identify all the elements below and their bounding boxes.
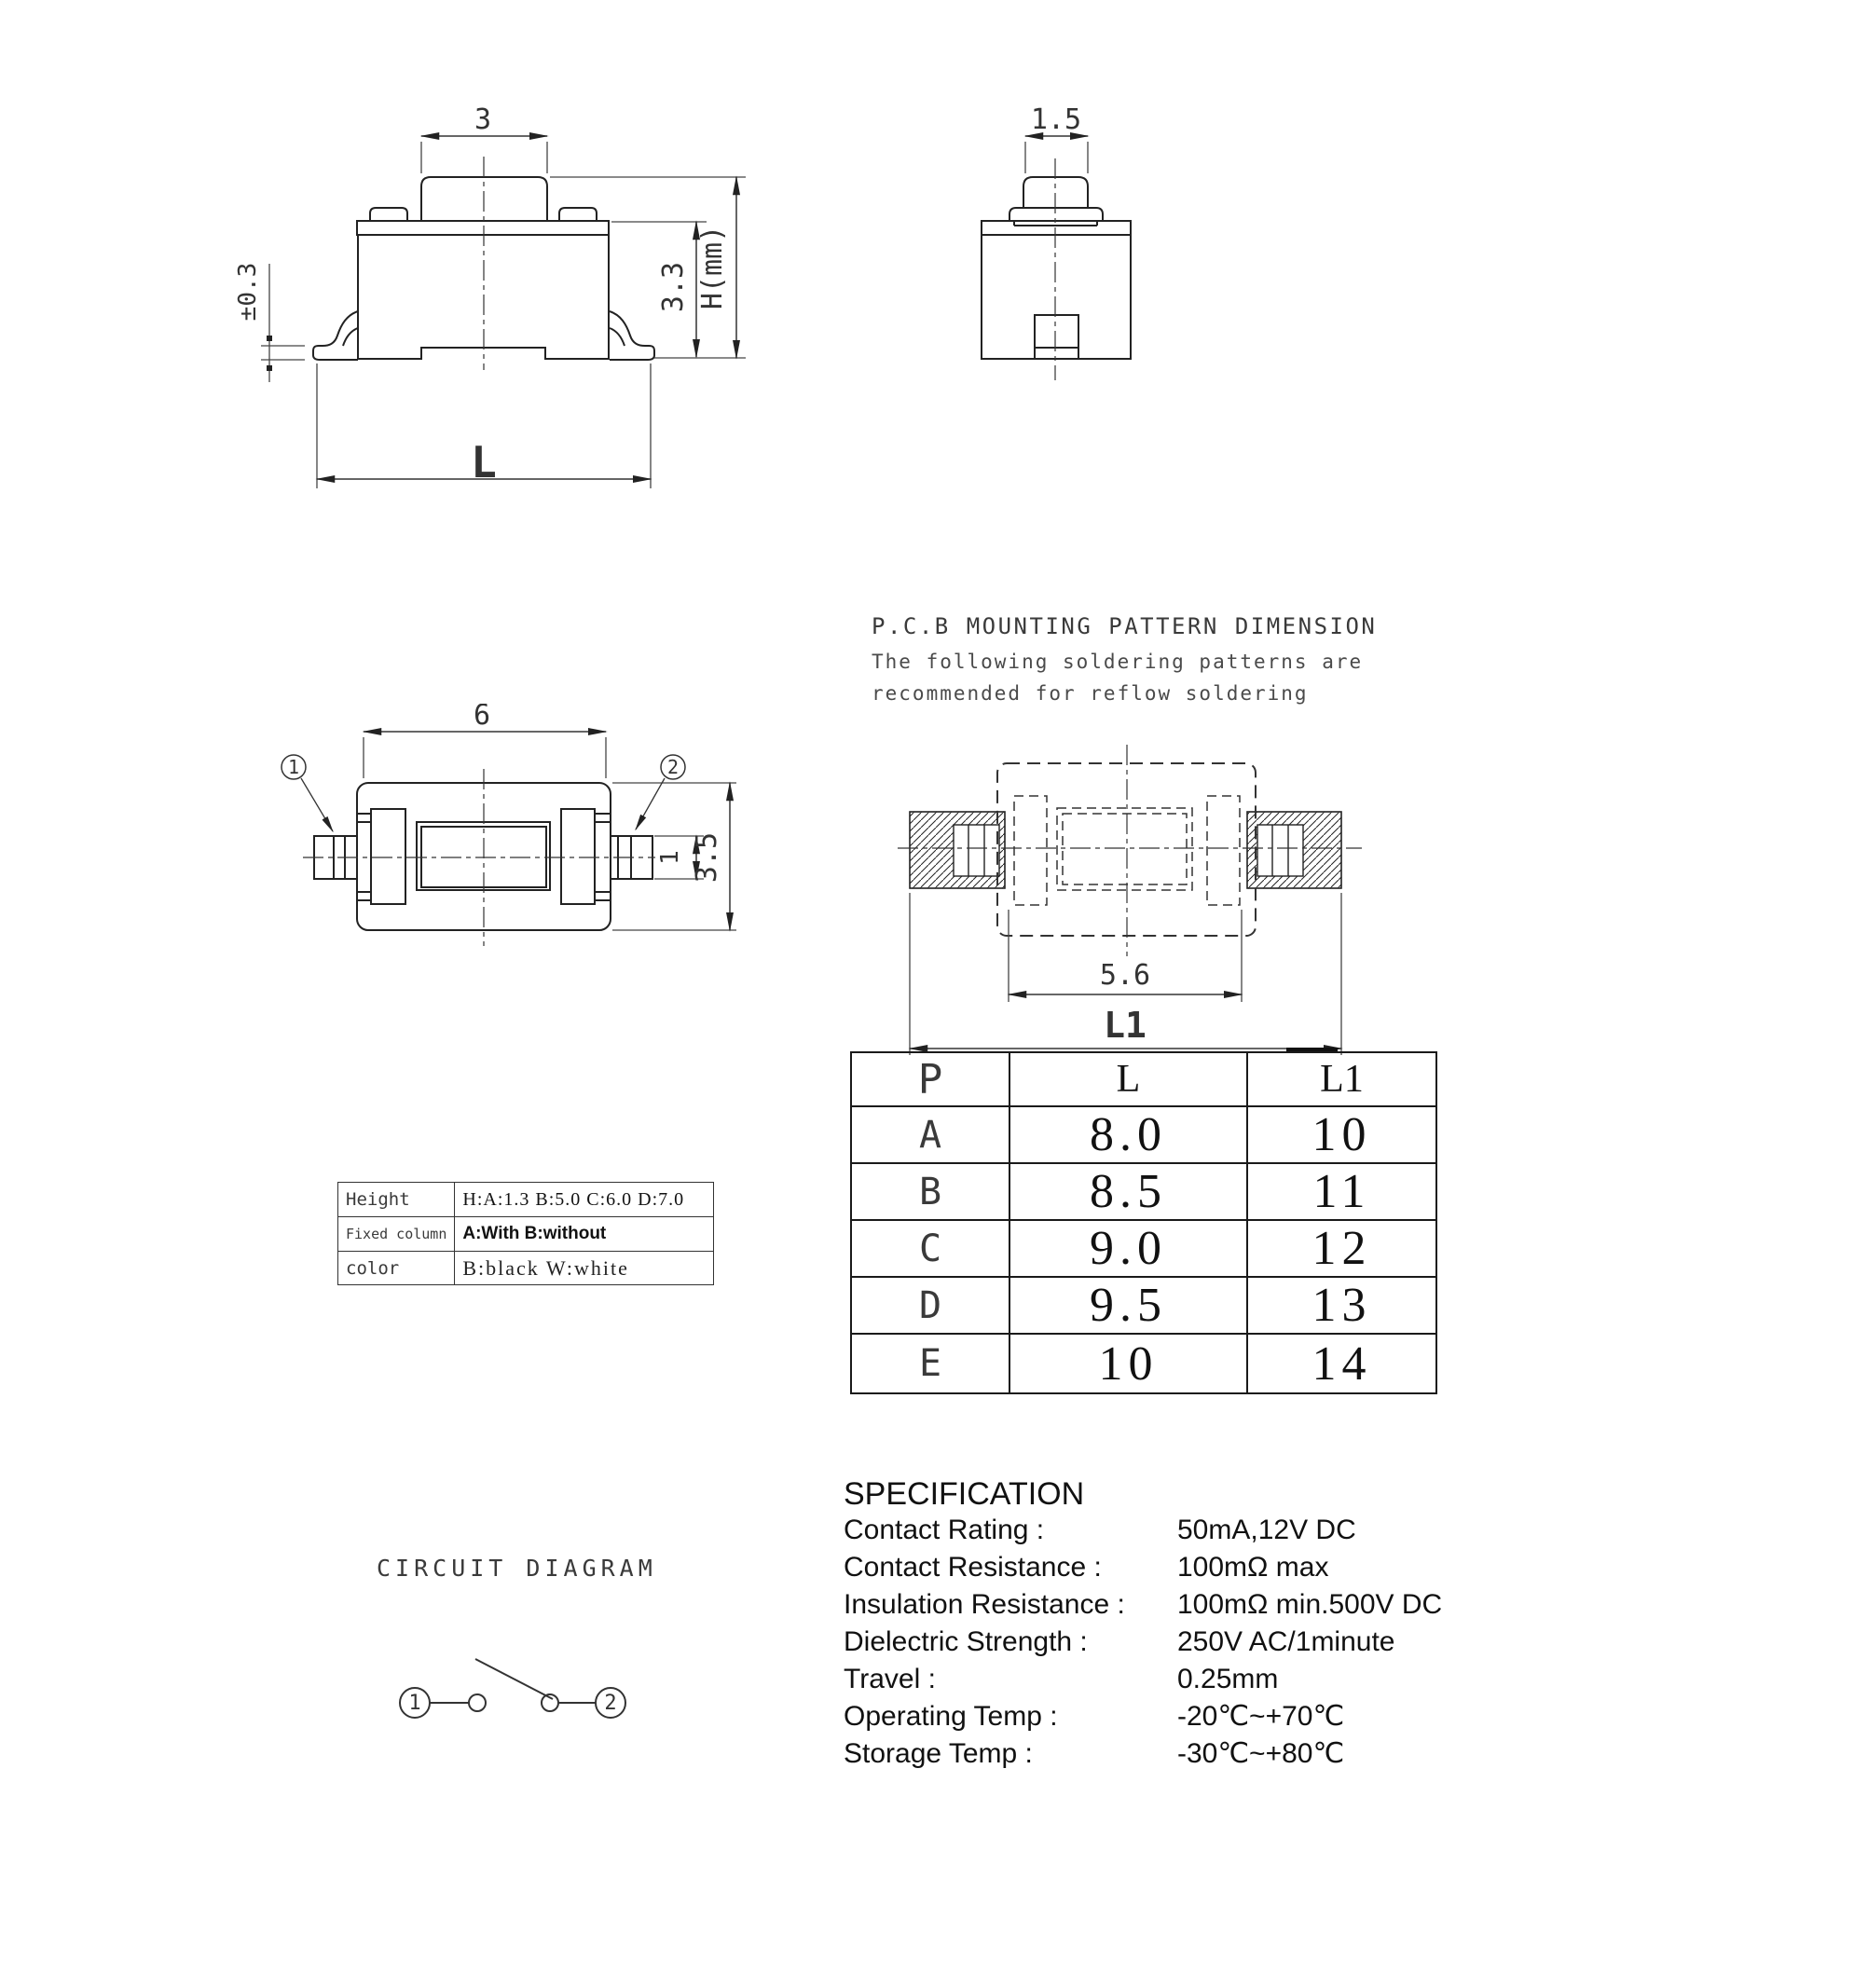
size-table-header-row [851, 1052, 1436, 1106]
spec-row-insulation-resistance [844, 1586, 1496, 1624]
spec-row-dielectric-strength [844, 1624, 1496, 1661]
size-table-col-p: P [851, 1052, 1009, 1106]
spec-row-travel [844, 1661, 1496, 1698]
row-c-p: C [851, 1220, 1009, 1277]
terminal-1-label: 1 [287, 756, 300, 778]
row-d-l: 9.5 [1009, 1277, 1247, 1334]
options-color-label: color [338, 1252, 455, 1285]
pcb-pattern-subtitle-2: recommended for reflow soldering [872, 682, 1309, 705]
pcb-dim-pad-span: 5.6 [1099, 959, 1151, 992]
top-dim-body-depth: 3.5 [691, 831, 723, 884]
options-color-value: B:black W:white [455, 1252, 714, 1285]
side-fixed-column-boss [1035, 315, 1078, 359]
spec-row-storage-temp [844, 1735, 1496, 1773]
specification-title: SPECIFICATION [844, 1476, 1085, 1512]
spec-value: -20℃~+70℃ [1177, 1701, 1345, 1732]
front-extension-lines [261, 142, 746, 488]
size-table-row [851, 1277, 1436, 1334]
circuit-switch-lever [475, 1659, 553, 1699]
side-extension-lines [1025, 142, 1088, 173]
spec-value: 100mΩ max [1177, 1552, 1329, 1583]
row-c-l1: 12 [1247, 1220, 1436, 1277]
top-centerlines [303, 769, 655, 946]
front-left-lead [313, 311, 358, 360]
row-d-l1: 13 [1247, 1277, 1436, 1334]
top-dim-lead-width: 1 [656, 850, 684, 865]
front-cover-plate [357, 221, 609, 235]
row-b-l: 8.5 [1009, 1163, 1247, 1220]
spec-value: 0.25mm [1177, 1664, 1279, 1694]
size-table-col-l: L [1009, 1052, 1247, 1106]
spec-label: Contact Rating : [844, 1515, 1045, 1545]
size-table-row [851, 1220, 1436, 1277]
front-dim-total-height: H(mm) [696, 225, 729, 310]
spec-label: Insulation Resistance : [844, 1589, 1125, 1620]
options-table [337, 1182, 714, 1285]
top-right-pad [561, 809, 595, 904]
circuit-contact-left [469, 1694, 486, 1711]
front-right-lead-inner [610, 328, 625, 346]
front-left-bump [370, 208, 407, 221]
options-row-height [338, 1183, 714, 1217]
size-table-row [851, 1106, 1436, 1163]
spec-value: 100mΩ min.500V DC [1177, 1589, 1443, 1620]
spec-label: Operating Temp : [844, 1701, 1058, 1732]
size-table-row [851, 1163, 1436, 1220]
spec-label: Storage Temp : [844, 1738, 1033, 1769]
tolerance-tick-lower [267, 365, 272, 371]
terminal-2-label: 2 [666, 756, 680, 778]
spec-value: 250V AC/1minute [1177, 1626, 1395, 1657]
options-fixed-column-value: A:With B:without [455, 1217, 714, 1252]
row-d-p: D [851, 1277, 1009, 1334]
spec-value: 50mA,12V DC [1177, 1515, 1356, 1545]
top-left-pad [371, 809, 405, 904]
side-view-drawing [886, 56, 1286, 429]
circuit-terminal-1-label: 1 [408, 1692, 421, 1715]
top-view-drawing [270, 704, 750, 969]
spec-row-contact-rating [844, 1512, 1496, 1549]
terminal-balloon-1 [282, 755, 333, 831]
front-dim-body-height: 3.3 [657, 261, 690, 313]
row-b-p: B [851, 1163, 1009, 1220]
tolerance-tick-upper [267, 336, 272, 341]
options-height-value: H:A:1.3 B:5.0 C:6.0 D:7.0 [455, 1183, 714, 1217]
options-row-color [338, 1252, 714, 1285]
spec-label: Travel : [844, 1664, 936, 1694]
terminal-balloon-2 [636, 755, 685, 829]
spec-label: Contact Resistance : [844, 1552, 1102, 1583]
front-right-bump [559, 208, 597, 221]
side-dim-button-width: 1.5 [1030, 103, 1082, 136]
size-table-row [851, 1334, 1436, 1393]
spec-row-operating-temp [844, 1698, 1496, 1735]
row-e-l1: 14 [1247, 1334, 1436, 1393]
row-a-p: A [851, 1106, 1009, 1163]
specification-section [844, 1476, 1496, 1773]
circuit-diagram [391, 1650, 643, 1738]
pcb-pattern-subtitle-1: The following soldering patterns are [872, 651, 1364, 673]
front-view-drawing [168, 56, 783, 503]
spec-row-contact-resistance [844, 1549, 1496, 1586]
size-table [850, 1051, 1437, 1394]
row-c-l: 9.0 [1009, 1220, 1247, 1277]
circuit-diagram-title: CIRCUIT DIAGRAM [377, 1555, 657, 1582]
side-cover-plate [982, 221, 1131, 235]
pcb-pattern-heading [872, 613, 1377, 705]
row-a-l1: 10 [1247, 1106, 1436, 1163]
front-dim-length: L [471, 437, 497, 487]
options-row-fixed-column [338, 1217, 714, 1252]
circuit-terminal-2-label: 2 [604, 1692, 617, 1715]
spec-value: -30℃~+80℃ [1177, 1738, 1345, 1769]
side-switch-outline [982, 177, 1131, 359]
options-height-label: Height [338, 1183, 455, 1217]
options-fixed-column-label: Fixed column [338, 1217, 455, 1252]
pcb-pattern-drawing [839, 708, 1421, 1076]
row-e-l: 10 [1009, 1334, 1247, 1393]
front-right-lead [610, 311, 654, 360]
front-left-lead-inner [343, 328, 358, 346]
side-body [982, 235, 1131, 359]
row-b-l1: 11 [1247, 1163, 1436, 1220]
size-table-col-l1: L1 [1247, 1052, 1436, 1106]
pcb-pattern-title: P.C.B MOUNTING PATTERN DIMENSION [872, 613, 1378, 639]
front-dim-lead-tolerance: ±0.3 [234, 262, 262, 322]
row-e-p: E [851, 1334, 1009, 1393]
top-dim-body-width: 6 [473, 704, 491, 732]
spec-label: Dielectric Strength : [844, 1626, 1088, 1657]
front-dim-button-width: 3 [474, 103, 492, 136]
pcb-dim-total-span: L1 [1104, 1005, 1147, 1046]
side-button-flange [1009, 208, 1103, 221]
row-a-l: 8.0 [1009, 1106, 1247, 1163]
